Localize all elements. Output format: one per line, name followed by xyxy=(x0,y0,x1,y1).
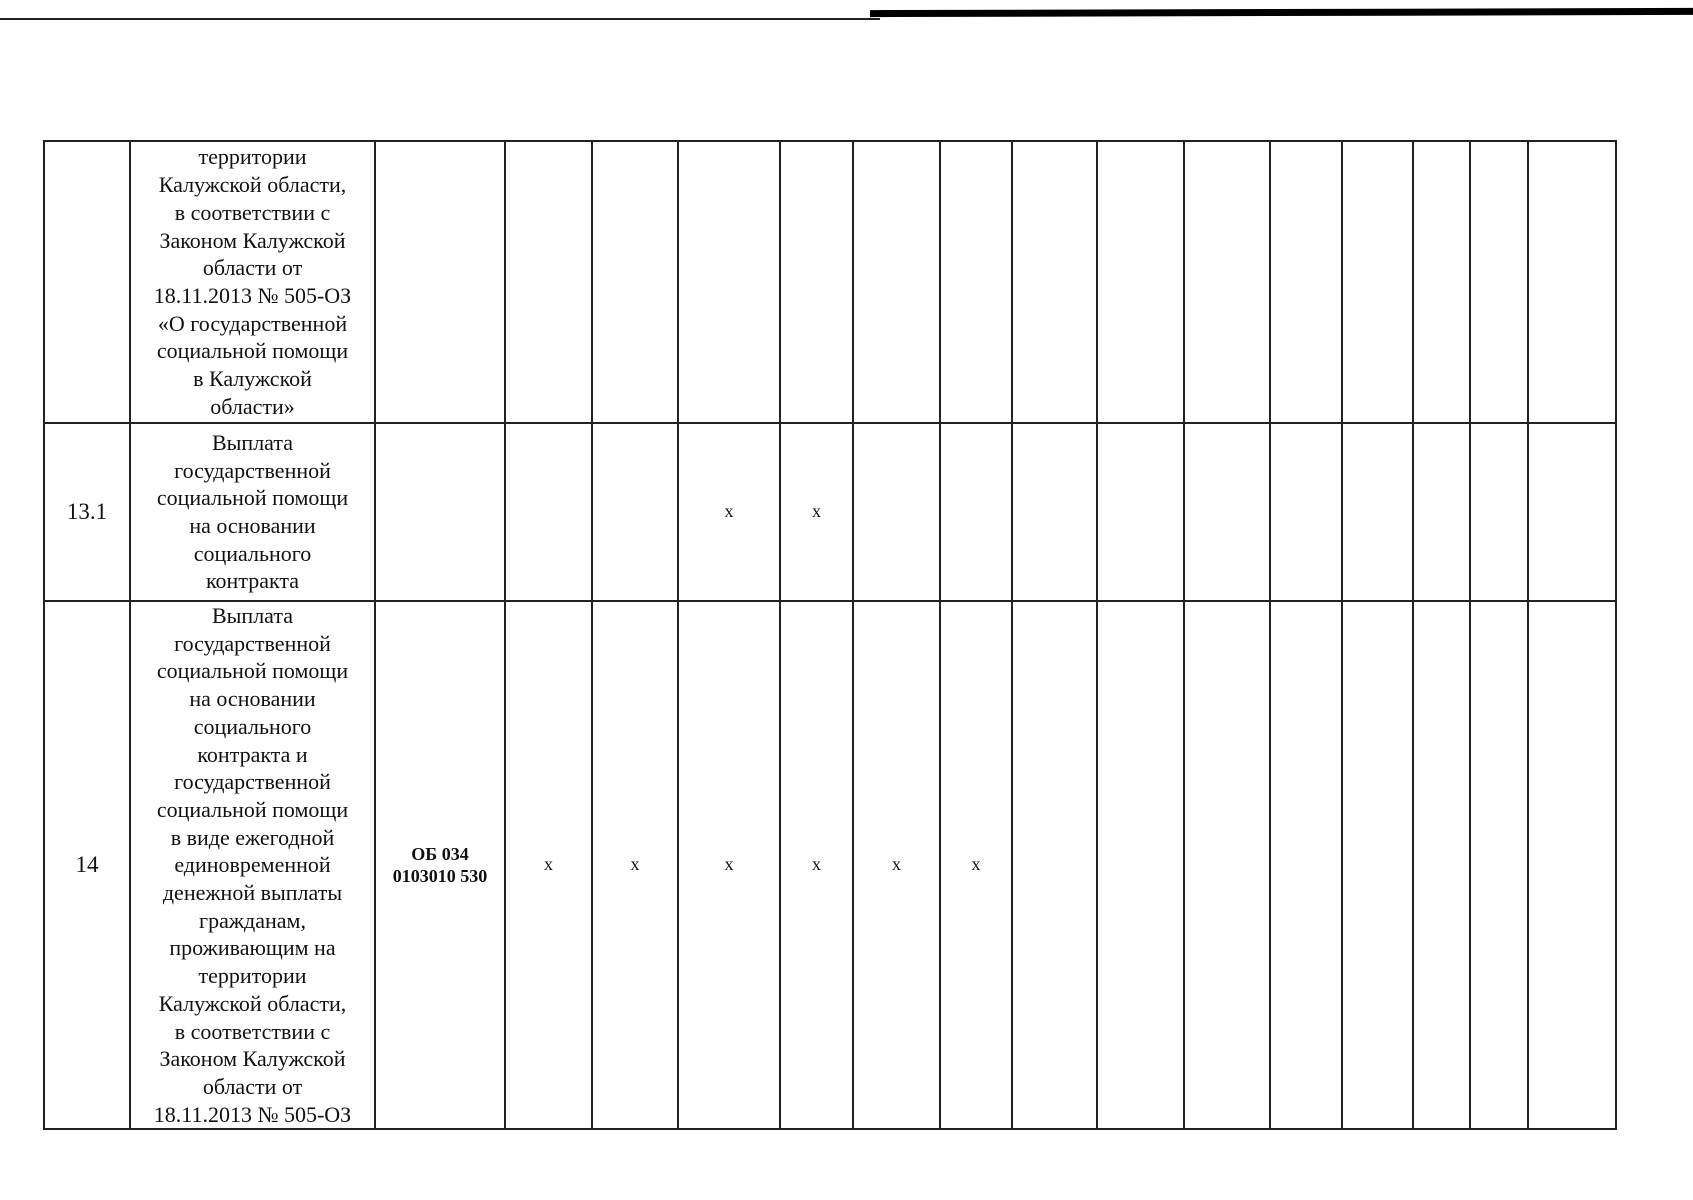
table-row xyxy=(44,423,1616,601)
row-number-cell xyxy=(44,141,130,423)
value-cell xyxy=(1184,423,1270,601)
value-cell xyxy=(1184,601,1270,1129)
value-cell: x xyxy=(678,423,780,601)
budget-code-cell xyxy=(375,141,505,423)
budget-code-cell: ОБ 034 0103010 530 xyxy=(375,601,505,1129)
value-cell: x xyxy=(780,423,853,601)
value-cell xyxy=(940,423,1012,601)
value-cell xyxy=(940,141,1012,423)
value-cell xyxy=(1342,423,1413,601)
value-cell xyxy=(1270,141,1342,423)
row-description-cell: территории Калужской области, в соответствии с Законом Калужской области от 18.11.2013 № 505-ОЗ «О государственной социальной помощи в Калужской области» xyxy=(130,141,375,423)
budget-code-cell xyxy=(375,423,505,601)
value-cell: x xyxy=(592,601,678,1129)
value-cell xyxy=(1470,601,1528,1129)
value-cell xyxy=(1528,601,1616,1129)
top-rule-thick xyxy=(870,8,1693,17)
value-cell xyxy=(1097,601,1184,1129)
value-cell xyxy=(1012,141,1097,423)
value-cell xyxy=(1097,423,1184,601)
value-cell xyxy=(780,141,853,423)
value-cell xyxy=(1413,423,1470,601)
value-cell xyxy=(1342,601,1413,1129)
value-cell xyxy=(505,141,592,423)
value-cell xyxy=(853,141,940,423)
table-row xyxy=(44,141,1616,423)
row-description-cell: Выплата государственной социальной помощи на основании социального контракта и государственной социальной помощи в виде ежегодной единовременной денежной выплаты гражданам, проживающим на территории Калужской области, в соответствии с Законом Калужской области от 18.11.2013 № 505-ОЗ xyxy=(130,601,375,1129)
value-cell xyxy=(1270,601,1342,1129)
row-number-cell: 13.1 xyxy=(44,423,130,601)
value-cell xyxy=(1470,141,1528,423)
value-cell xyxy=(592,141,678,423)
value-cell xyxy=(1413,141,1470,423)
value-cell xyxy=(678,141,780,423)
value-cell xyxy=(1097,141,1184,423)
value-cell xyxy=(853,423,940,601)
row-description-cell: Выплата государственной социальной помощи на основании социального контракта xyxy=(130,423,375,601)
value-cell: x xyxy=(780,601,853,1129)
value-cell: x xyxy=(678,601,780,1129)
value-cell xyxy=(1470,423,1528,601)
value-cell xyxy=(1012,601,1097,1129)
value-cell xyxy=(1413,601,1470,1129)
value-cell xyxy=(592,423,678,601)
value-cell xyxy=(505,423,592,601)
table-row xyxy=(44,601,1616,1129)
top-rule-thin xyxy=(0,18,880,20)
value-cell: x xyxy=(853,601,940,1129)
value-cell xyxy=(1184,141,1270,423)
value-cell xyxy=(1012,423,1097,601)
value-cell xyxy=(1528,141,1616,423)
value-cell: x xyxy=(505,601,592,1129)
value-cell xyxy=(1528,423,1616,601)
row-number-cell: 14 xyxy=(44,601,130,1129)
value-cell xyxy=(1342,141,1413,423)
data-table xyxy=(43,140,1617,1130)
value-cell: x xyxy=(940,601,1012,1129)
value-cell xyxy=(1270,423,1342,601)
